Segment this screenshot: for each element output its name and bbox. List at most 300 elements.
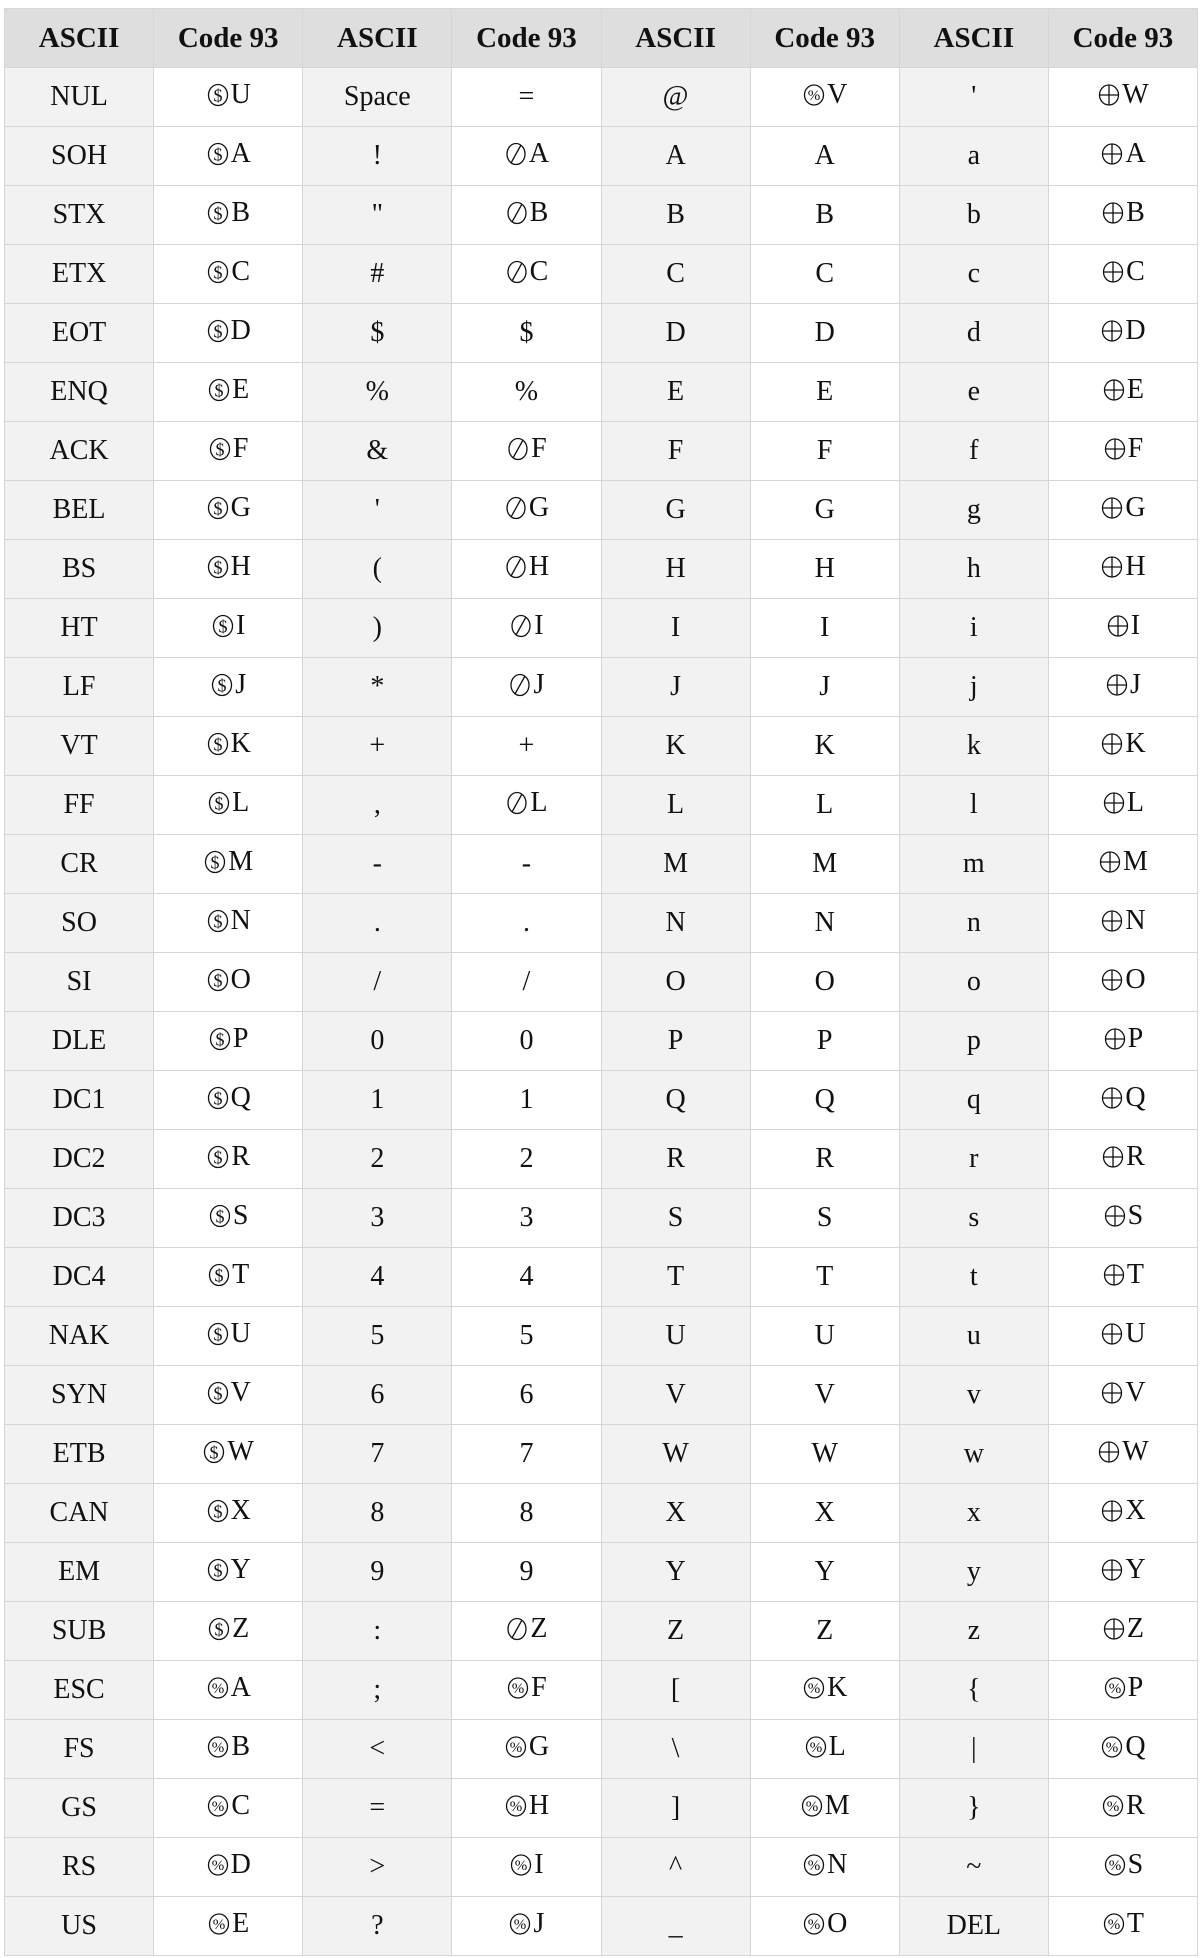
- code93-cell: [452, 1189, 601, 1248]
- ascii-cell: n: [899, 894, 1048, 953]
- code93-value: [504, 1790, 549, 1822]
- code93-cell: [154, 1071, 303, 1130]
- shift-plus-icon: [1102, 1617, 1126, 1641]
- shift-dollar-icon: [211, 614, 235, 638]
- table-row: [5, 245, 1198, 304]
- code93-value: [1100, 1082, 1145, 1114]
- code93-value: [1102, 374, 1144, 406]
- shift-plus-icon: [1106, 614, 1130, 638]
- shift-dollar-icon: [206, 201, 230, 225]
- shift-dollar-icon: [206, 555, 230, 579]
- code93-cell: [750, 540, 899, 599]
- shift-dollar-icon: [207, 1617, 231, 1641]
- ascii-cell: ': [899, 68, 1048, 127]
- shift-plus-icon: [1100, 909, 1124, 933]
- svg-text:%: %: [1107, 1917, 1121, 1933]
- shift-plus-icon: [1105, 673, 1129, 697]
- code93-value: [519, 317, 533, 349]
- shift-plus-icon: [1103, 1204, 1127, 1228]
- code93-char: Y: [814, 1556, 835, 1587]
- code93-char: L: [828, 1731, 846, 1762]
- code93-value: [815, 494, 835, 526]
- code93-cell: [452, 1425, 601, 1484]
- ascii-cell: v: [899, 1366, 1048, 1425]
- shift-dollar-icon: [208, 437, 232, 461]
- shift-percent-icon: [802, 1676, 826, 1700]
- shift-percent-icon: [802, 83, 826, 107]
- code93-cell: [154, 481, 303, 540]
- shift-dollar-icon: [206, 1322, 230, 1346]
- shift-dollar-icon: [206, 142, 230, 166]
- code93-value: [506, 433, 547, 465]
- shift-dollar-icon: [206, 142, 230, 166]
- table-row: [5, 1720, 1198, 1779]
- shift-slash-icon: [506, 437, 530, 461]
- code93-char: P: [816, 1025, 833, 1056]
- code93-char: N: [814, 907, 835, 938]
- ascii-cell: -: [303, 835, 452, 894]
- code93-char: O: [814, 966, 835, 997]
- ascii-cell: ENQ: [5, 363, 154, 422]
- shift-plus-icon: [1097, 83, 1121, 107]
- shift-plus-icon: [1102, 1263, 1126, 1287]
- code93-cell: [1048, 1307, 1197, 1366]
- ascii-cell: STX: [5, 186, 154, 245]
- shift-dollar-icon: [206, 968, 230, 992]
- code93-cell: [154, 953, 303, 1012]
- svg-text:$: $: [214, 1265, 224, 1286]
- code93-value: [505, 256, 549, 288]
- shift-percent-icon: [206, 1794, 230, 1818]
- ascii-cell: a: [899, 127, 1048, 186]
- code93-value: [523, 907, 530, 939]
- ascii-cell: V: [601, 1366, 750, 1425]
- ascii-cell: US: [5, 1897, 154, 1956]
- shift-plus-icon: [1103, 1027, 1127, 1051]
- svg-text:%: %: [509, 1740, 523, 1756]
- svg-text:%: %: [212, 1799, 225, 1815]
- code93-cell: [1048, 1661, 1197, 1720]
- code93-char: O: [230, 964, 251, 995]
- code93-char: J: [533, 1908, 545, 1939]
- code93-value: [802, 1849, 847, 1881]
- code93-cell: [750, 894, 899, 953]
- shift-plus-icon: [1100, 555, 1124, 579]
- code93-cell: [1048, 894, 1197, 953]
- table-row: [5, 717, 1198, 776]
- code93-cell: [750, 1484, 899, 1543]
- code93-value: [519, 1143, 533, 1175]
- svg-text:%: %: [515, 1858, 528, 1874]
- code93-value: [508, 1908, 544, 1940]
- code93-value: [815, 907, 835, 939]
- table-row: [5, 1838, 1198, 1897]
- svg-text:$: $: [215, 439, 225, 460]
- code93-value: [206, 1849, 251, 1881]
- code93-value: [505, 787, 547, 819]
- code93-char: Z: [816, 1615, 834, 1646]
- code93-cell: [154, 1012, 303, 1071]
- shift-dollar-icon: [206, 1322, 230, 1346]
- code93-cell: [452, 599, 601, 658]
- code93-cell: [750, 363, 899, 422]
- ascii-cell: Space: [303, 68, 452, 127]
- code93-char: K: [1125, 728, 1146, 759]
- code93-cell: [750, 776, 899, 835]
- shift-dollar-icon: [206, 909, 230, 933]
- shift-slash-icon: [504, 555, 528, 579]
- ascii-cell: f: [899, 422, 1048, 481]
- code93-value: [206, 1318, 251, 1350]
- code93-char: O: [827, 1908, 848, 1939]
- code93-cell: [452, 1130, 601, 1189]
- shift-slash-icon: [505, 201, 529, 225]
- shift-plus-icon: [1097, 1440, 1121, 1464]
- code93-cell: [1048, 540, 1197, 599]
- code93-value: [519, 1556, 533, 1588]
- code93-value: [206, 492, 251, 524]
- code93-value: [1103, 1849, 1144, 1881]
- code93-cell: [452, 1543, 601, 1602]
- shift-dollar-icon: [202, 1440, 226, 1464]
- shift-slash-icon: [505, 1617, 529, 1641]
- table-row: [5, 835, 1198, 894]
- shift-percent-icon: [206, 1676, 230, 1700]
- code93-cell: [452, 835, 601, 894]
- shift-percent-icon: [802, 1912, 826, 1936]
- code93-value: [206, 1377, 251, 1409]
- code93-cell: [452, 953, 601, 1012]
- ascii-cell: :: [303, 1602, 452, 1661]
- code93-value: [802, 79, 847, 111]
- svg-text:%: %: [509, 1799, 523, 1815]
- code93-cell: [452, 1720, 601, 1779]
- code93-char: V: [1125, 1377, 1146, 1408]
- shift-plus-icon: [1103, 437, 1127, 461]
- code93-value: [815, 1143, 834, 1175]
- ascii-cell: 5: [303, 1307, 452, 1366]
- code93-cell: [1048, 1130, 1197, 1189]
- shift-percent-icon: [206, 1853, 230, 1877]
- shift-percent-icon: [1103, 1676, 1127, 1700]
- code93-value: [211, 610, 245, 642]
- ascii-cell: *: [303, 658, 452, 717]
- code93-cell: [1048, 1189, 1197, 1248]
- code93-cell: [750, 127, 899, 186]
- shift-slash-icon: [505, 201, 529, 225]
- code93-char: .: [522, 907, 530, 938]
- code93-char: $: [519, 317, 534, 348]
- code93-char: H: [814, 553, 835, 584]
- shift-slash-icon: [504, 142, 528, 166]
- code93-value: [206, 138, 251, 170]
- ascii-cell: LF: [5, 658, 154, 717]
- ascii-cell: /: [303, 953, 452, 1012]
- ascii-cell: l: [899, 776, 1048, 835]
- shift-slash-icon: [505, 1617, 529, 1641]
- shift-slash-icon: [505, 791, 529, 815]
- ascii-cell: .: [303, 894, 452, 953]
- code93-cell: [154, 717, 303, 776]
- code93-cell: [452, 1307, 601, 1366]
- code93-value: [505, 197, 549, 229]
- ascii-cell: r: [899, 1130, 1048, 1189]
- shift-dollar-icon: [206, 732, 230, 756]
- code93-char: R: [231, 1141, 251, 1172]
- shift-slash-icon: [509, 614, 533, 638]
- code93-cell: [1048, 1012, 1197, 1071]
- shift-plus-icon: [1100, 555, 1124, 579]
- shift-dollar-icon: [207, 1617, 231, 1641]
- shift-plus-icon: [1100, 142, 1124, 166]
- ascii-cell: X: [601, 1484, 750, 1543]
- code93-char: J: [1129, 669, 1141, 700]
- ascii-cell: Z: [601, 1602, 750, 1661]
- ascii-cell: _: [601, 1897, 750, 1956]
- shift-percent-icon: [504, 1735, 528, 1759]
- table-row: [5, 776, 1198, 835]
- code93-value: [1100, 728, 1145, 760]
- ascii-cell: ): [303, 599, 452, 658]
- code93-char: I: [534, 1849, 544, 1880]
- shift-dollar-icon: [203, 850, 227, 874]
- code93-char: C: [1126, 256, 1145, 287]
- ascii-cell: F: [601, 422, 750, 481]
- code93-value: [1100, 1318, 1145, 1350]
- svg-text:$: $: [213, 911, 223, 932]
- ascii-cell: =: [303, 1779, 452, 1838]
- code93-char: 1: [519, 1084, 534, 1115]
- code93-value: [1106, 610, 1140, 642]
- code93-char: X: [814, 1497, 835, 1528]
- svg-text:$: $: [217, 675, 227, 696]
- code93-char: S: [1127, 1200, 1144, 1231]
- shift-dollar-icon: [207, 378, 231, 402]
- code93-char: I: [534, 610, 544, 641]
- code93-char: R: [815, 1143, 835, 1174]
- code93-value: [1102, 1908, 1144, 1940]
- code93-value: [1101, 256, 1145, 288]
- code93-char: B: [231, 1731, 251, 1762]
- code93-value: [504, 551, 549, 583]
- ascii-cell: VT: [5, 717, 154, 776]
- table-row: [5, 1012, 1198, 1071]
- svg-text:$: $: [213, 262, 223, 283]
- shift-slash-icon: [504, 496, 528, 520]
- code93-char: Q: [230, 1082, 251, 1113]
- code93-cell: [154, 1543, 303, 1602]
- code93-value: [1100, 905, 1145, 937]
- code93-char: 7: [519, 1438, 534, 1469]
- code93-cell: [154, 1602, 303, 1661]
- code93-cell: [750, 186, 899, 245]
- shift-percent-icon: [802, 1853, 826, 1877]
- ascii-cell: M: [601, 835, 750, 894]
- ascii-cell: SO: [5, 894, 154, 953]
- table-row: [5, 540, 1198, 599]
- code93-cell: [1048, 1543, 1197, 1602]
- code93-cell: [154, 1779, 303, 1838]
- ascii-cell: DEL: [899, 1897, 1048, 1956]
- code93-value: [208, 433, 249, 465]
- code93-value: [1100, 964, 1145, 996]
- code93-char: C: [231, 1790, 251, 1821]
- code93-cell: [154, 835, 303, 894]
- ascii-cell: HT: [5, 599, 154, 658]
- code93-char: H: [1125, 551, 1146, 582]
- ascii-cell: L: [601, 776, 750, 835]
- shift-slash-icon: [504, 496, 528, 520]
- shift-slash-icon: [506, 437, 530, 461]
- code93-char: K: [230, 728, 251, 759]
- ascii-code93-table-container: [4, 8, 1198, 1956]
- code93-cell: [750, 422, 899, 481]
- code93-char: 9: [519, 1556, 534, 1587]
- code93-value: [206, 197, 250, 229]
- svg-text:%: %: [211, 1681, 224, 1697]
- code93-cell: [750, 481, 899, 540]
- ascii-cell: c: [899, 245, 1048, 304]
- ascii-cell: B: [601, 186, 750, 245]
- shift-dollar-icon: [206, 1558, 230, 1582]
- header-code93-3: Code 93: [750, 9, 899, 68]
- ascii-cell: SUB: [5, 1602, 154, 1661]
- code93-value: [1103, 1672, 1144, 1704]
- shift-percent-icon: [802, 1676, 826, 1700]
- svg-text:$: $: [213, 498, 223, 519]
- header-code93-1: Code 93: [154, 9, 303, 68]
- header-ascii-4: ASCII: [899, 9, 1048, 68]
- code93-cell: [452, 776, 601, 835]
- ascii-cell: K: [601, 717, 750, 776]
- shift-slash-icon: [508, 673, 532, 697]
- code93-char: V: [827, 79, 848, 110]
- svg-text:$: $: [213, 1147, 223, 1168]
- code93-cell: [1048, 717, 1197, 776]
- code93-char: 3: [519, 1202, 534, 1233]
- shift-percent-icon: [206, 1794, 230, 1818]
- code93-char: M: [824, 1790, 850, 1821]
- code93-char: K: [814, 730, 835, 761]
- shift-dollar-icon: [206, 1086, 230, 1110]
- code93-char: R: [1126, 1790, 1145, 1821]
- code93-cell: [154, 245, 303, 304]
- ascii-cell: DLE: [5, 1012, 154, 1071]
- table-row: [5, 953, 1198, 1012]
- ascii-cell: b: [899, 186, 1048, 245]
- code93-value: [206, 1554, 251, 1586]
- code93-char: P: [1127, 1672, 1144, 1703]
- code93-char: /: [522, 966, 531, 997]
- code93-char: C: [815, 258, 835, 289]
- svg-text:$: $: [213, 85, 223, 106]
- table-row: [5, 363, 1198, 422]
- svg-text:$: $: [213, 1501, 223, 1522]
- code93-value: [519, 1261, 533, 1293]
- svg-text:$: $: [218, 616, 228, 637]
- code93-cell: [452, 1484, 601, 1543]
- code93-value: [207, 1613, 249, 1645]
- shift-percent-icon: [802, 83, 826, 107]
- shift-dollar-icon: [208, 1204, 232, 1228]
- svg-text:%: %: [1106, 1799, 1120, 1815]
- code93-cell: [750, 1661, 899, 1720]
- code93-value: [817, 1202, 833, 1234]
- code93-cell: [452, 894, 601, 953]
- code93-value: [206, 1790, 250, 1822]
- code93-value: [206, 1141, 250, 1173]
- code93-char: W: [1122, 79, 1149, 110]
- ascii-cell: 2: [303, 1130, 452, 1189]
- code93-char: G: [814, 494, 835, 525]
- table-row: [5, 1543, 1198, 1602]
- code93-cell: [1048, 835, 1197, 894]
- ascii-cell: ESC: [5, 1661, 154, 1720]
- shift-dollar-icon: [206, 1381, 230, 1405]
- ascii-cell: SOH: [5, 127, 154, 186]
- code93-value: [815, 258, 834, 290]
- code93-value: [1100, 1554, 1145, 1586]
- code93-char: D: [230, 315, 251, 346]
- svg-text:%: %: [807, 1858, 821, 1874]
- code93-char: 0: [519, 1025, 534, 1056]
- table-row: [5, 1779, 1198, 1838]
- shift-plus-icon: [1100, 496, 1124, 520]
- shift-plus-icon: [1100, 1322, 1124, 1346]
- shift-percent-icon: [804, 1735, 828, 1759]
- code93-cell: [154, 363, 303, 422]
- code93-cell: [750, 1248, 899, 1307]
- svg-text:$: $: [213, 203, 223, 224]
- code93-value: [206, 1672, 251, 1704]
- code93-value: [802, 1908, 847, 1940]
- shift-percent-icon: [1103, 1853, 1127, 1877]
- code93-char: -: [521, 848, 532, 879]
- ascii-cell: 9: [303, 1543, 452, 1602]
- code93-value: [1097, 79, 1148, 111]
- code93-cell: [452, 540, 601, 599]
- code93-value: [515, 376, 538, 408]
- ascii-cell: \: [601, 1720, 750, 1779]
- svg-text:$: $: [213, 1088, 223, 1109]
- ascii-cell: C: [601, 245, 750, 304]
- shift-dollar-icon: [206, 319, 230, 343]
- shift-dollar-icon: [207, 1263, 231, 1287]
- code93-char: G: [1125, 492, 1146, 523]
- code93-value: [210, 669, 246, 701]
- code93-cell: [154, 304, 303, 363]
- code93-char: D: [814, 317, 835, 348]
- shift-dollar-icon: [206, 83, 230, 107]
- ascii-cell: R: [601, 1130, 750, 1189]
- code93-value: [815, 1497, 835, 1529]
- shift-percent-icon: [504, 1794, 528, 1818]
- code93-cell: [1048, 304, 1197, 363]
- ascii-cell: q: [899, 1071, 1048, 1130]
- shift-dollar-icon: [203, 850, 227, 874]
- ascii-cell: i: [899, 599, 1048, 658]
- code93-cell: [1048, 1602, 1197, 1661]
- svg-text:$: $: [213, 734, 223, 755]
- code93-cell: [452, 1661, 601, 1720]
- code93-cell: [1048, 245, 1197, 304]
- code93-char: M: [1122, 846, 1148, 877]
- code93-char: W: [1122, 1436, 1149, 1467]
- code93-value: [509, 1849, 543, 1881]
- svg-text:%: %: [514, 1917, 527, 1933]
- code93-value: [519, 1025, 533, 1057]
- code93-value: [208, 1023, 249, 1055]
